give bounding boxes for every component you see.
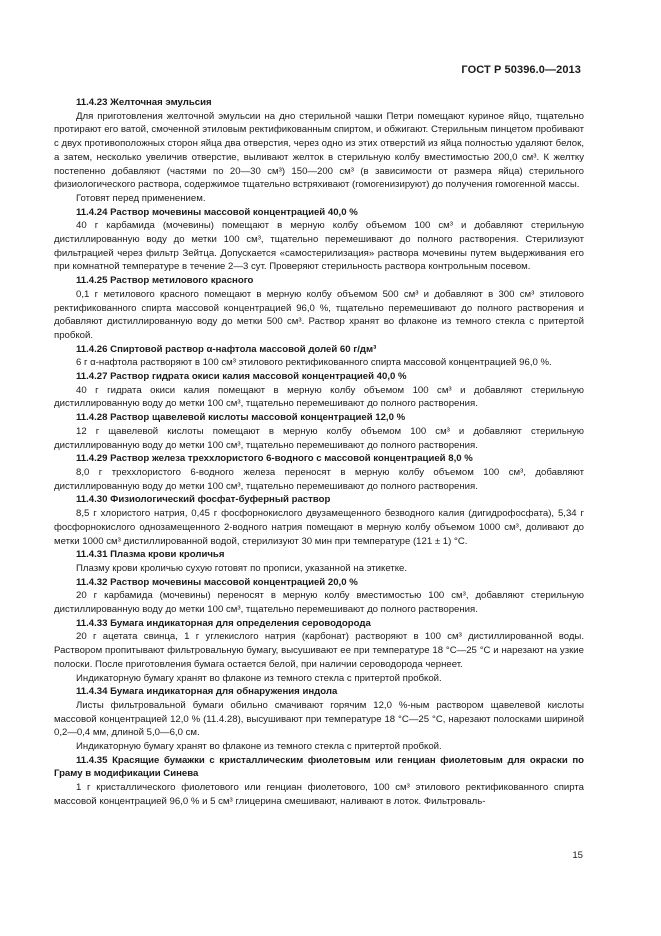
section-heading: 11.4.24 Раствор мочевины массовой концентрацией 40,0 % (76, 206, 358, 218)
paragraph: 8,0 г треххлористого 6-водного железа переносят в мерную колбу объемом 100 см³, добавляют дистиллированную воду до метки 100 см³, тщательно перемешивают до полного растворения. (54, 466, 584, 492)
section-heading: 11.4.33 Бумага индикаторная для определения сероводорода (76, 617, 371, 629)
paragraph: 0,1 г метилового красного помещают в мерную колбу объемом 500 см³ и добавляют в 300 см³ этилового ректификованного спирта массовой концентрацией 96,0 %, тщательно перемешивают до полного растворения и добавляют дистиллированную воду до метки 500 см³. Раствор хранят во флаконе из темного стекла с притертой пробкой. (54, 288, 584, 341)
section-heading: 11.4.26 Спиртовой раствор α-нафтола массовой долей 60 г/дм³ (76, 343, 377, 355)
paragraph: 20 г карбамида (мочевины) переносят в мерную колбу вместимостью 100 см³, добавляют стерильную дистиллированную воду до метки 100 см³, тщательно перемешивают до полного растворения. (54, 590, 584, 616)
paragraph: Индикаторную бумагу хранят во флаконе из темного стекла с притертой пробкой. (76, 741, 442, 753)
section-heading: 11.4.28 Раствор щавелевой кислоты массовой концентрацией 12,0 % (76, 412, 406, 424)
section-heading: 11.4.35 Красящие бумажки с кристаллическим фиолетовым или генциан фиолетовым для окраски по Граму в модификации Синева (54, 754, 584, 780)
paragraph: 8,5 г хлористого натрия, 0,45 г фосфорнокислого двузамещенного безводного калия (дигидрофосфата), 5,34 г фосфорнокислого однозамещенного 2-водного натрия помещают в мерную колбу объемом 1000 см³, доливают до метки 1000 см³ дистиллированной водой, стерилизуют 30 мин при температуре (121 ± 1) °С. (54, 508, 584, 547)
section-heading: 11.4.25 Раствор метилового красного (76, 275, 254, 287)
page-number: 15 (572, 850, 583, 861)
section-heading: 11.4.31 Плазма крови кроличья (76, 549, 225, 561)
paragraph: 1 г кристаллического фиолетового или генциан фиолетового, 100 см³ этилового ректификованного спирта массовой концентрацией 96,0 % и 5 см³ глицерина смешивают, наливают в лоток. Фильтроваль- (54, 782, 584, 807)
standard-header: ГОСТ Р 50396.0—2013 (461, 64, 581, 76)
paragraph: 40 г карбамида (мочевины) помещают в мерную колбу объемом 100 см³ и добавляют стерильную дистиллированную воду до метки 100 см³, тщательно перемешивают до полного растворения. Стерилизуют фильтрацией через фильтр Зейтца. Допускается «самостерилизация» раствора мочевины путем выдерживания его при комнатной температуре в течение 2—3 сут. Проверяют стерильность раствора контрольным посевом. (54, 220, 584, 273)
section-heading: 11.4.23 Желточная эмульсия (76, 97, 212, 108)
section-heading: 11.4.30 Физиологический фосфат-буферный раствор (76, 494, 331, 506)
paragraph: 20 г ацетата свинца, 1 г углекислого натрия (карбонат) растворяют в 100 см³ дистиллированной воды. Раствором пропитывают фильтровальную бумагу, высушивают ее при температуре 18 °С—25 °С и нарезают на узкие полоски. После приготовления бумага остается белой, при наличии сероводорода чернеет. (54, 631, 584, 670)
paragraph: Листы фильтровальной бумаги обильно смачивают горячим 12,0 %-ным раствором щавелевой кислоты массовой концентрацией 12,0 % (11.4.28), высушивают при температуре 18 °С—25 °С, нарезают полосками шириной 0,2—0,4 мм, длиной 5,0—6,0 см. (54, 699, 584, 739)
section-heading: 11.4.34 Бумага индикаторная для обнаружения индола (76, 686, 338, 698)
paragraph: 40 г гидрата окиси калия помещают в мерную колбу объемом 100 см³ и добавляют стерильную дистиллированную воду до метки 100 см³, тщательно перемешивают до полного растворения. (54, 384, 584, 410)
paragraph: Для приготовления желточной эмульсии на дно стерильной чашки Петри помещают куриное яйцо, тщательно протирают его ватой, смоченной этиловым ректификованным спиртом, и обжигают. Стерильным пинцетом пробивают с двух противоположных сторон яйца два отверстия, через одно из этих отверстий из яйца полностью удаляют белок, а затем, несколько увеличив отверстие, выливают желток в стерильную колбу вместимостью 200,0 см³. К желтку постепенно добавляют (частями по 20—30 см³) 150—200 см³ (в зависимости от размера яйца) стерильного физиологического раствора, содержимое тщательно встряхивают (гомогенизируют) до получения гомогенной массы. (54, 110, 584, 191)
document-body (54, 96, 584, 809)
section-heading: 11.4.32 Раствор мочевины массовой концентрацией 20,0 % (76, 576, 358, 588)
paragraph: Готовят перед применением. (76, 192, 206, 204)
section-heading: 11.4.29 Раствор железа треххлористого 6-водного с массовой концентрацией 8,0 % (76, 453, 473, 465)
paragraph: Индикаторную бумагу хранят во флаконе из темного стекла с притертой пробкой. (76, 672, 442, 684)
paragraph: 12 г щавелевой кислоты помещают в мерную колбу объемом 100 см³ и добавляют стерильную дистиллированную воду до метки 100 см³, тщательно перемешивают до полного растворения. (54, 425, 584, 451)
section-heading: 11.4.27 Раствор гидрата окиси калия массовой концентрацией 40,0 % (76, 371, 407, 383)
paragraph: 6 г α-нафтола растворяют в 100 см³ этилового ректификованного спирта массовой концентрацией 96,0 %. (76, 357, 552, 369)
paragraph: Плазму крови кроличью сухую готовят по прописи, указанной на этикетке. (76, 562, 408, 574)
